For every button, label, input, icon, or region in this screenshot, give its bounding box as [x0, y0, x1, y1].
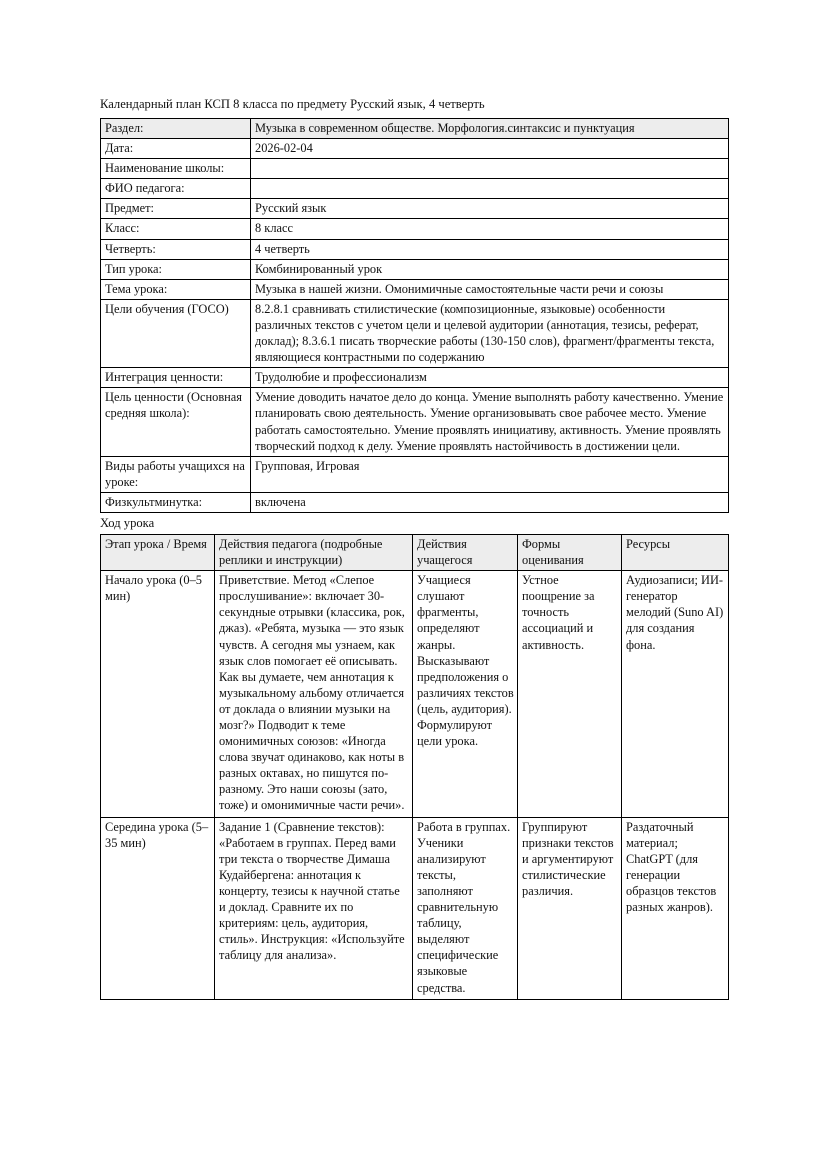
table-row	[101, 139, 729, 159]
lesson-info-body	[101, 119, 729, 513]
column-header-resources: Ресурсы	[622, 534, 729, 570]
column-header-student-actions: Действия учащегося	[413, 534, 518, 570]
info-value: 4 четверть	[251, 239, 729, 259]
lesson-flow-body	[101, 571, 729, 999]
info-label: Предмет:	[101, 199, 251, 219]
cell-resources: Аудиозаписи; ИИ-генератор мелодий (Suno AI) для создания фона.	[622, 571, 729, 817]
info-value: Музыка в современном обществе. Морфология.синтаксис и пунктуация	[251, 119, 729, 139]
info-value: Трудолюбие и профессионализм	[251, 368, 729, 388]
info-label: Физкультминутка:	[101, 492, 251, 512]
lesson-info-table	[100, 118, 729, 513]
info-value: 8.2.8.1 сравнивать стилистические (композиционные, языковые) особенности различных текстов с учетом цели и целевой аудитории (аннотация, тезисы, реферат, доклад); 8.3.6.1 писать творческие работы (130-150 слов), фрагмент/фрагменты текста, являющиеся контрастными по содержанию	[251, 299, 729, 367]
info-value: Музыка в нашей жизни. Омонимичные самостоятельные части речи и союзы	[251, 279, 729, 299]
table-row	[101, 199, 729, 219]
column-header-stage: Этап урока / Время	[101, 534, 215, 570]
info-value: Групповая, Игровая	[251, 456, 729, 492]
lesson-flow-header	[101, 534, 729, 570]
table-row	[101, 388, 729, 456]
info-value	[251, 159, 729, 179]
table-row	[101, 299, 729, 367]
info-label: Цели обучения (ГОСО)	[101, 299, 251, 367]
page-title: Календарный план КСП 8 класса по предмету Русский язык, 4 четверть	[100, 97, 485, 111]
info-label: ФИО педагога:	[101, 179, 251, 199]
cell-resources: Раздаточный материал; ChatGPT (для генерации образцов текстов разных жанров).	[622, 817, 729, 999]
info-value: 8 класс	[251, 219, 729, 239]
table-row	[101, 368, 729, 388]
table-row	[101, 571, 729, 817]
cell-teacher-actions: Приветствие. Метод «Слепое прослушивание»: включает 30-секундные отрывки (классика, рок, джаз). «Ребята, музыка — это язык чувств. А сегодня мы узнаем, как язык слов помогает её описывать. Как вы думаете, чем аннотация к музыкальному альбому отличается от доклада о влиянии музыки на мозг?» Подводит к теме омонимичных союзов: «Иногда слова звучат одинаково, как ноты в разных октавах, но пишутся по-разному. Это наши союзы (зато, тоже) и омонимичные части речи».	[215, 571, 413, 817]
info-value: Комбинированный урок	[251, 259, 729, 279]
column-header-teacher-actions: Действия педагога (подробные реплики и инструкции)	[215, 534, 413, 570]
table-row	[101, 817, 729, 999]
table-row	[101, 239, 729, 259]
info-value: Русский язык	[251, 199, 729, 219]
lesson-flow-heading: Ход урока	[100, 515, 155, 530]
info-label: Интеграция ценности:	[101, 368, 251, 388]
info-label: Класс:	[101, 219, 251, 239]
cell-assessment: Устное поощрение за точность ассоциаций и активность.	[518, 571, 622, 817]
info-value: включена	[251, 492, 729, 512]
info-value: 2026-02-04	[251, 139, 729, 159]
table-row	[101, 159, 729, 179]
info-label: Четверть:	[101, 239, 251, 259]
column-header-assessment: Формы оценивания	[518, 534, 622, 570]
table-row	[101, 279, 729, 299]
cell-stage: Середина урока (5–35 мин)	[101, 817, 215, 999]
info-label: Тип урока:	[101, 259, 251, 279]
cell-teacher-actions: Задание 1 (Сравнение текстов): «Работаем в группах. Перед вами три текста о творчестве Димаша Кудайбергена: аннотация к концерту, тезисы к научной статье и доклад. Сравните их по критериям: цель, аудитория, стиль». Инструкция: «Используйте таблицу для анализа».	[215, 817, 413, 999]
cell-student-actions: Учащиеся слушают фрагменты, определяют жанры. Высказывают предположения о различиях текстов (цель, аудитория). Формулируют цели урока.	[413, 571, 518, 817]
lesson-flow-table	[100, 534, 729, 1000]
cell-assessment: Группируют признаки текстов и аргументируют стилистические различия.	[518, 817, 622, 999]
table-row	[101, 492, 729, 512]
cell-stage: Начало урока (0–5 мин)	[101, 571, 215, 817]
table-header-row	[101, 534, 729, 570]
table-row	[101, 119, 729, 139]
info-label: Наименование школы:	[101, 159, 251, 179]
table-row	[101, 456, 729, 492]
cell-student-actions: Работа в группах. Ученики анализируют тексты, заполняют сравнительную таблицу, выделяют специфические языковые средства.	[413, 817, 518, 999]
info-label: Цель ценности (Основная средняя школа):	[101, 388, 251, 456]
info-label: Тема урока:	[101, 279, 251, 299]
info-value: Умение доводить начатое дело до конца. Умение выполнять работу качественно. Умение планировать свою деятельность. Умение организовывать свое рабочее место. Умение работать самостоятельно. Умение проявлять инициативу, активность. Умение проявлять творческий подход к делу. Умение проявлять настойчивость в достижении цели.	[251, 388, 729, 456]
info-label: Раздел:	[101, 119, 251, 139]
info-value	[251, 179, 729, 199]
info-label: Виды работы учащихся на уроке:	[101, 456, 251, 492]
table-row	[101, 259, 729, 279]
table-row	[101, 179, 729, 199]
info-label: Дата:	[101, 139, 251, 159]
table-row	[101, 219, 729, 239]
